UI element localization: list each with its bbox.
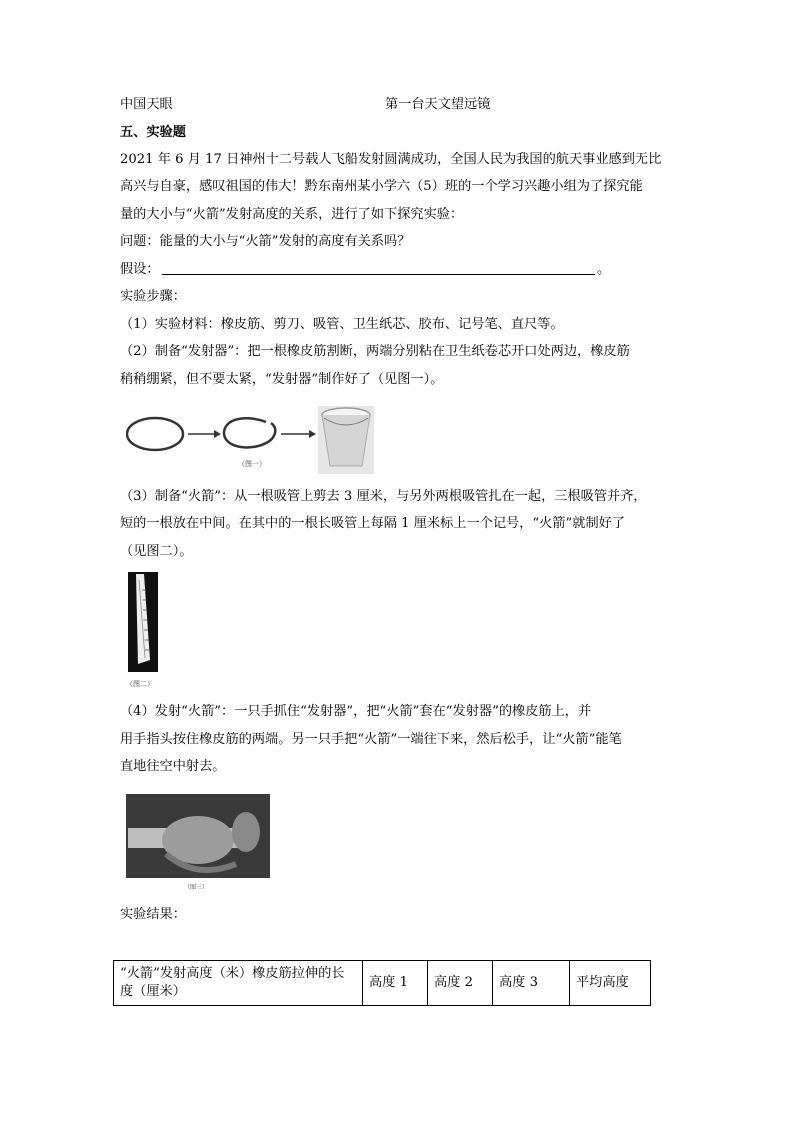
launcher-tube-image <box>318 406 374 474</box>
table-header-cell: 高度 3 <box>493 961 570 1006</box>
section-title: 五、实验题 <box>120 125 186 140</box>
figure-1-launcher-illustration <box>126 402 376 476</box>
intro-line-2: 高兴与自豪，感叹祖国的伟大！黔东南州某小学六（5）班的一个学习兴趣小组为了探究能 <box>120 179 643 194</box>
figure-3-caption: （图三） <box>184 884 209 891</box>
table-header-row <box>114 961 651 1006</box>
top-label-left: 中国天眼 <box>120 97 173 112</box>
table-header-cell: 高度 2 <box>428 961 493 1006</box>
table-header-cell: 平均高度 <box>570 961 651 1006</box>
cut-rubber-band <box>224 418 275 447</box>
results-table <box>113 960 651 1006</box>
results-title: 实验结果： <box>120 907 186 922</box>
top-label-right: 第一台天文望远镜 <box>385 97 491 112</box>
hypothesis-end: 。 <box>597 262 611 277</box>
step1-text: （1）实验材料：橡皮筋、剪刀、吸管、卫生纸芯、胶布、记号笔、直尺等。 <box>120 317 564 332</box>
question-text: 问题：能量的大小与“火箭”发射的高度有关系吗？ <box>120 234 411 249</box>
step4-line-1: （4）发射“火箭”：一只手抓住“发射器”，把“火箭”套在“发射器”的橡皮筋上，并 <box>120 704 592 719</box>
rubber-band-loop <box>127 418 183 450</box>
hypothesis-label: 假设： <box>120 262 160 277</box>
figure-1-caption: （图一） <box>238 460 266 468</box>
intro-line-3: 量的大小与“火箭”发射高度的关系，进行了如下探究实验： <box>120 207 464 222</box>
figure-3-launch-photo <box>126 794 272 892</box>
figure-2-caption: （图二） <box>126 680 154 688</box>
step3-line-3: （见图二）。 <box>120 544 193 559</box>
table-header-cell: “火箭”发射高度（米）橡皮筋拉伸的长度（厘米） <box>114 961 363 1006</box>
step2-line-2: 稍稍绷紧，但不要太紧，“发射器”制作好了（见图一）。 <box>120 372 444 387</box>
intro-line-1: 2021 年 6 月 17 日神州十二号载人飞船发射圆满成功，全国人民为我国的航天事业感到无比 <box>120 152 662 167</box>
hypothesis-blank-line[interactable] <box>162 274 595 275</box>
step3-line-2: 短的一根放在中间。在其中的一根长吸管上每隔 1 厘米标上一个记号，“火箭”就制好了 <box>120 516 626 531</box>
step4-line-2: 用手指头按住橡皮筋的两端。另一只手把“火箭”一端往下来，然后松手，让“火箭”能笔 <box>120 732 622 747</box>
steps-title: 实验步骤： <box>120 289 186 304</box>
step4-line-3: 直地往空中射去。 <box>120 759 226 774</box>
step3-line-1: （3）制备“火箭”：从一根吸管上剪去 3 厘米，与另外两根吸管扎在一起，三根吸管并齐， <box>120 489 647 504</box>
figure-2-rocket-image <box>124 570 164 690</box>
table-header-cell: 高度 1 <box>363 961 428 1006</box>
step2-line-1: （2）制备“发射器”：把一根橡皮筋割断，两端分别粘在卫生纸卷芯开口处两边，橡皮筋 <box>120 344 630 359</box>
